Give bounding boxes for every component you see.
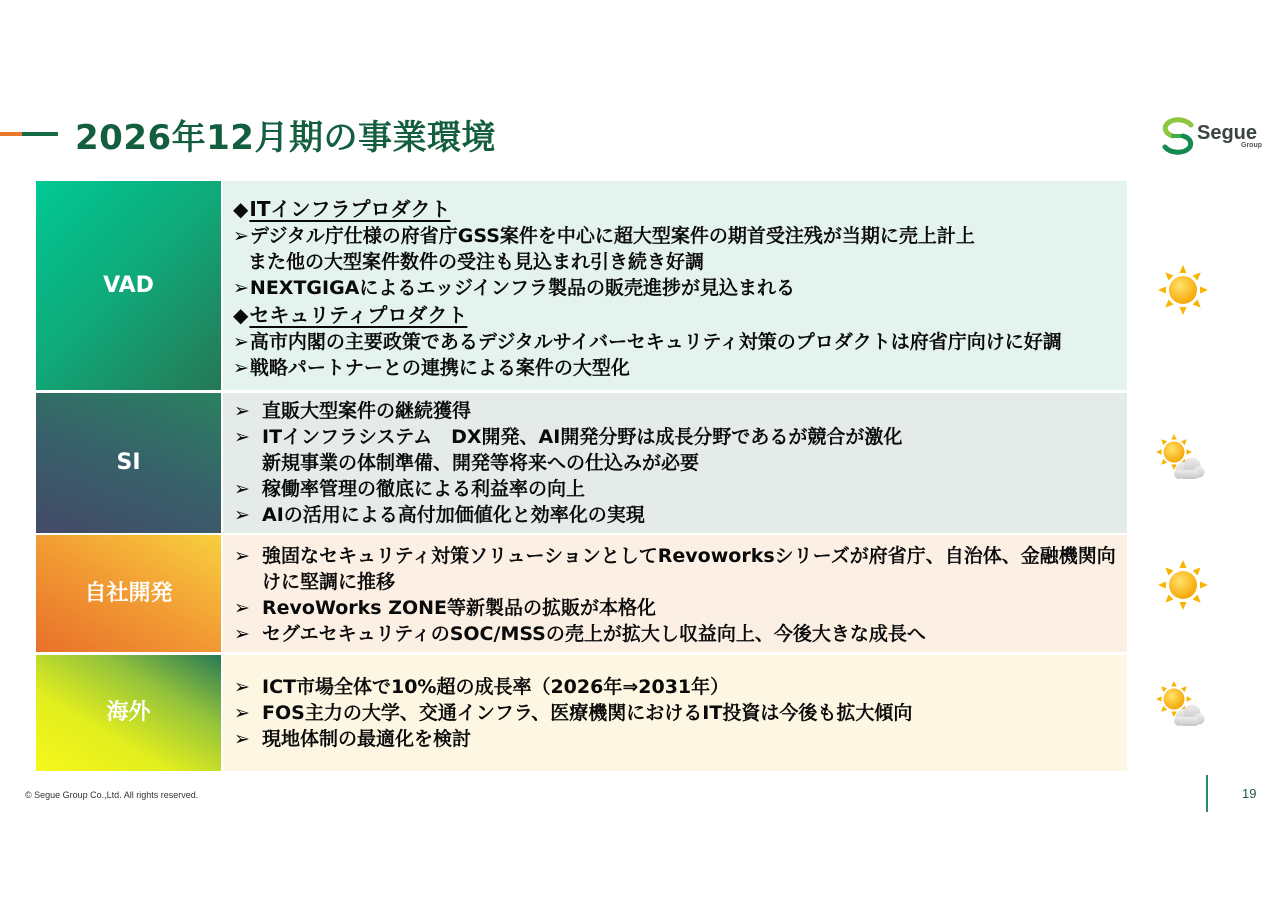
bullet-line	[233, 355, 1062, 381]
diamond-marker: ◆	[233, 303, 249, 327]
bullet-marker: ➢	[233, 357, 249, 379]
bullet-text: RevoWorks ZONE等新製品の拡販が本格化	[262, 597, 657, 619]
bullet-marker: ➢	[234, 702, 250, 724]
row-label-cell	[36, 393, 221, 533]
bullet-line	[234, 595, 1116, 621]
bullet-marker: ➢	[234, 504, 250, 526]
bullet-marker: ➢	[233, 225, 249, 247]
row-label: SI	[116, 450, 141, 475]
bullet-text: 新規事業の体制準備、開発等将来への仕込みが必要	[262, 452, 700, 474]
bullet-line	[234, 398, 902, 424]
page-number: 19	[1242, 786, 1257, 801]
row-text-cell	[223, 535, 1127, 652]
bullet-line	[234, 424, 902, 450]
bullet-line	[234, 700, 912, 726]
segue-logo-icon	[1160, 116, 1196, 156]
bullet-text: 戦略パートナーとの連携による案件の大型化	[249, 357, 630, 379]
bullet-text: 直販大型案件の継続獲得	[262, 400, 472, 422]
row-lines	[234, 398, 902, 528]
row-overseas	[36, 655, 1127, 771]
bullet-line	[233, 329, 1062, 355]
row-lines	[234, 674, 912, 752]
bullet-text: 強固なセキュリティ対策ソリューションとしてRevoworksシリーズが府省庁、自治体、金融機関向	[262, 545, 1116, 567]
bullet-line	[234, 502, 902, 528]
diamond-marker: ◆	[233, 197, 249, 221]
row-text-cell	[223, 393, 1127, 533]
row-text-cell	[223, 181, 1127, 390]
bullet-line	[234, 543, 1116, 569]
bullet-marker: ➢	[234, 545, 250, 567]
row-vad	[36, 181, 1127, 390]
bullet-text: また他の大型案件数件の受注も見込まれ引き続き好調	[248, 251, 705, 273]
bullet-text: 現地体制の最適化を検討	[262, 728, 472, 750]
row-lines	[233, 195, 1062, 381]
bullet-line	[234, 476, 902, 502]
bullet-text: 稼働率管理の徹底による利益率の向上	[262, 478, 586, 500]
bullet-marker: ➢	[234, 400, 250, 422]
title-accent-bar-orange	[0, 132, 22, 136]
row-text-cell	[223, 655, 1127, 771]
bullet-line	[233, 223, 1062, 249]
bullet-marker: ➢	[233, 277, 249, 299]
sun-icon	[1157, 559, 1209, 611]
bullet-marker: ➢	[234, 623, 250, 645]
bullet-text: FOS主力の大学、交通インフラ、医療機関におけるIT投資は今後も拡大傾向	[262, 702, 913, 724]
row-label: 海外	[106, 700, 151, 725]
bullet-text: NEXTGIGAによるエッジインフラ製品の販売進捗が見込まれる	[249, 277, 796, 299]
bullet-marker: ➢	[234, 426, 250, 448]
title-accent-bar-green	[22, 132, 58, 136]
bullet-marker: ➢	[234, 676, 250, 698]
bullet-marker: ➢	[234, 728, 250, 750]
section-heading	[233, 301, 1062, 329]
continuation-line	[234, 450, 902, 476]
row-label: VAD	[103, 272, 154, 298]
page-title: 2026年12月期の事業環境	[75, 118, 496, 158]
copyright-notice: © Segue Group Co.,Ltd. All rights reserved.	[25, 790, 199, 800]
section-heading	[233, 195, 1062, 223]
row-lines	[234, 543, 1116, 647]
continuation-line	[233, 249, 1062, 275]
row-label: 自社開発	[84, 580, 173, 606]
partly-cloudy-icon	[1154, 680, 1206, 732]
bullet-line	[233, 275, 1062, 301]
continuation-line	[234, 569, 1116, 595]
bullet-marker: ➢	[233, 331, 249, 353]
partly-cloudy-icon	[1154, 433, 1206, 485]
footer-divider	[1206, 775, 1208, 812]
logo-subtext: Group	[1241, 142, 1262, 149]
bullet-text: ITインフラシステム DX開発、AI開発分野は成長分野であるが競合が激化	[262, 426, 903, 448]
bullet-text: デジタル庁仕様の府省庁GSS案件を中心に超大型案件の期首受注残が当期に売上計上	[249, 225, 975, 247]
bullet-text: AIの活用による高付加価値化と効率化の実現	[262, 504, 645, 526]
bullet-text: ICT市場全体で10%超の成長率（2026年⇒2031年）	[262, 676, 730, 698]
section-heading-text: セキュリティプロダクト	[249, 303, 468, 327]
sun-icon	[1157, 264, 1209, 316]
bullet-marker: ➢	[234, 597, 250, 619]
bullet-text: けに堅調に推移	[262, 571, 396, 593]
bullet-line	[234, 726, 912, 752]
logo-wordmark: Segue	[1197, 122, 1258, 144]
bullet-line	[234, 621, 1116, 647]
row-label-cell	[36, 535, 221, 652]
bullet-marker: ➢	[234, 478, 250, 500]
bullet-line	[234, 674, 912, 700]
row-label-cell	[36, 655, 221, 771]
row-si	[36, 393, 1127, 533]
section-heading-text: ITインフラプロダクト	[249, 197, 451, 221]
row-label-cell	[36, 181, 221, 390]
bullet-text: セグエセキュリティのSOC/MSSの売上が拡大し収益向上、今後大きな成長へ	[262, 623, 926, 645]
row-own-development	[36, 535, 1127, 652]
bullet-text: 高市内閣の主要政策であるデジタルサイバーセキュリティ対策のプロダクトは府省庁向けに好調	[249, 331, 1062, 353]
